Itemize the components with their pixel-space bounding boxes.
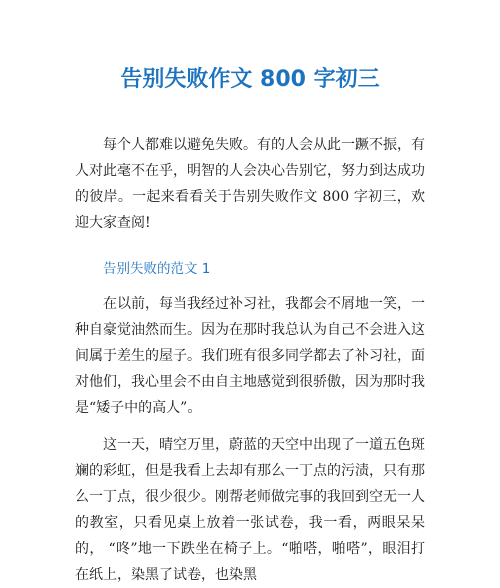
section-heading: 告别失败的范文 1: [103, 261, 211, 277]
body-paragraph-2: 这一天，晴空万里，蔚蓝的天空中出现了一道五色斑斓的彩虹，但是我看上去却有那么一丁点的污渍，只有那么一丁点，很少很少。刚帮老师做完事的我回到空无一人的教室，只看见桌上放着一张试卷，我一看，两眼呆呆的， “咚”地一下跌坐在椅子上。“啪嗒，啪嗒”，眼泪打在纸上，染黑了试卷，也染黑: [75, 437, 425, 583]
intro-paragraph: 每个人都难以避免失败。有的人会从此一蹶不振，有人对此毫不在乎，明智的人会决心告别它，努力到达成功的彼岸。一起来看看关于告别失败作文 800 字初三，欢迎大家查阅!: [75, 137, 425, 231]
body-paragraph-1: 在以前，每当我经过补习社，我都会不屑地一笑，一种自豪觉油然而生。因为在那时我总认为自己不会进入这间属于差生的屋子。我们班有很多同学都去了补习社，面对他们，我心里会不由自主地感觉到很骄傲，因为那时我是“矮子中的高人”。: [75, 296, 425, 416]
document-title: 告别失败作文 800 字初三: [120, 67, 380, 92]
